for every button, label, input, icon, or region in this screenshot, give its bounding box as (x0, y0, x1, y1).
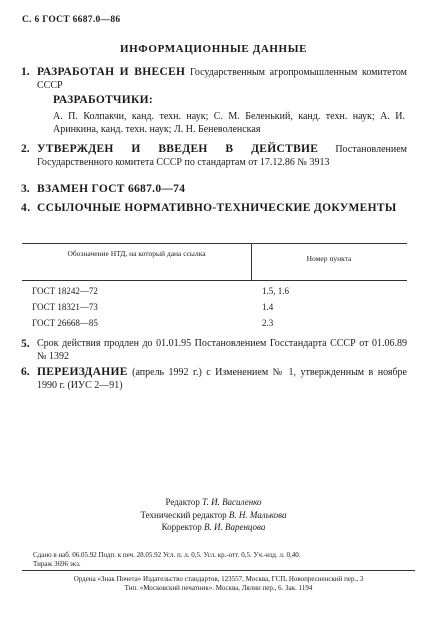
item-1 (21, 66, 407, 92)
proofreader-role: Корректор (161, 522, 202, 532)
tech-editor-line (0, 509, 427, 522)
item-2-number: 2. (21, 143, 30, 155)
item-6-number: 6. (21, 366, 30, 378)
press-line-1: Ордена «Знак Почета» Издательство стандартов, 123557, Москва, ГСП, Новопресненский пер., 3 (73, 575, 364, 583)
page-title: ИНФОРМАЦИОННЫЕ ДАННЫЕ (119, 43, 308, 55)
developers-heading: РАЗРАБОТЧИКИ: (53, 94, 154, 106)
editor-name: Т. И. Василенко (202, 497, 262, 507)
reference-table (22, 235, 407, 328)
table-row-2-clause: 1.4 (262, 302, 274, 312)
item-1-number: 1. (21, 66, 30, 78)
item-5-number: 5. (21, 338, 30, 350)
developers-list: А. П. Колпакчи, канд. техн. наук; С. М. Беленький, канд. техн. наук; А. И. Аринкина, канд. техн. наук; Л. Н. Беневоленская (53, 111, 405, 135)
item-3-heading: ВЗАМЕН ГОСТ 6687.0—74 (37, 183, 186, 195)
item-5-text: Срок действия продлен до 01.01.95 Постановлением Госстандарта СССР от 01.06.89 № 1392 (37, 338, 407, 362)
item-1-text: Государственным агропромышленным комитетом СССР (37, 67, 407, 91)
imprint-block (33, 551, 413, 569)
table-header-document: Обозначение НТД, на который дана ссылка (67, 249, 206, 258)
page-header-code: С. 6 ГОСТ 6687.0—86 (22, 15, 121, 25)
table-row-1-clause: 1.5, 1.6 (262, 286, 289, 296)
proofreader-line (0, 521, 427, 534)
item-6-text: (апрель 1992 г.) с Изменением № 1, утвержденным в ноябре 1990 г. (ИУС 2—91) (37, 367, 407, 391)
item-5 (21, 338, 407, 363)
item-2-heading: УТВЕРЖДЕН И ВВЕДЕН В ДЕЙСТВИЕ (37, 143, 319, 155)
item-2 (21, 143, 407, 169)
press-line-2: Тип. «Московский печатник». Москва, Лялин пер., 6. Зак. 1194 (124, 584, 313, 592)
item-4-number: 4. (21, 202, 31, 214)
table-row-1-document: ГОСТ 18242—72 (32, 286, 98, 296)
item-2-text: Постановлением Государственного комитета СССР по стандартам от 17.12.86 № 3913 (37, 144, 407, 168)
tech-editor-role: Технический редактор (140, 509, 227, 520)
item-3 (21, 183, 407, 197)
table-top-rule (22, 243, 407, 244)
item-6 (21, 366, 407, 392)
table-header-clause: Номер пункта (306, 254, 352, 263)
item-4 (21, 202, 407, 216)
item-3-number: 3. (21, 183, 30, 195)
imprint-line-2: Тираж 3696 экз. (33, 560, 81, 568)
item-4-heading: ССЫЛОЧНЫЕ НОРМАТИВНО-ТЕХНИЧЕСКИЕ ДОКУМЕНТЫ (37, 202, 397, 214)
item-1-heading: РАЗРАБОТАН И ВНЕСЕН (37, 66, 186, 78)
proofreader-name: В. И. Варенцова (203, 522, 266, 532)
editor-role: Редактор (165, 497, 200, 507)
press-info (22, 570, 415, 593)
imprint-line-1: Сдано в наб. 06.05.92 Подп. к печ. 28.05.92 Усл. п. л. 0,5. Усл. кр.-отт. 0,5. Уч.-изд. л. 0,40. (33, 551, 301, 559)
item-6-heading: ПЕРЕИЗДАНИЕ (37, 366, 128, 378)
editors-block (0, 496, 427, 534)
table-row-2-document: ГОСТ 18321—73 (32, 302, 98, 312)
editor-line (0, 496, 427, 509)
table-header-rule (22, 280, 407, 281)
tech-editor-name: В. Н. Малькова (228, 509, 287, 520)
table-row-3-document: ГОСТ 26668—85 (32, 318, 98, 328)
table-row-3-clause: 2.3 (262, 318, 274, 328)
